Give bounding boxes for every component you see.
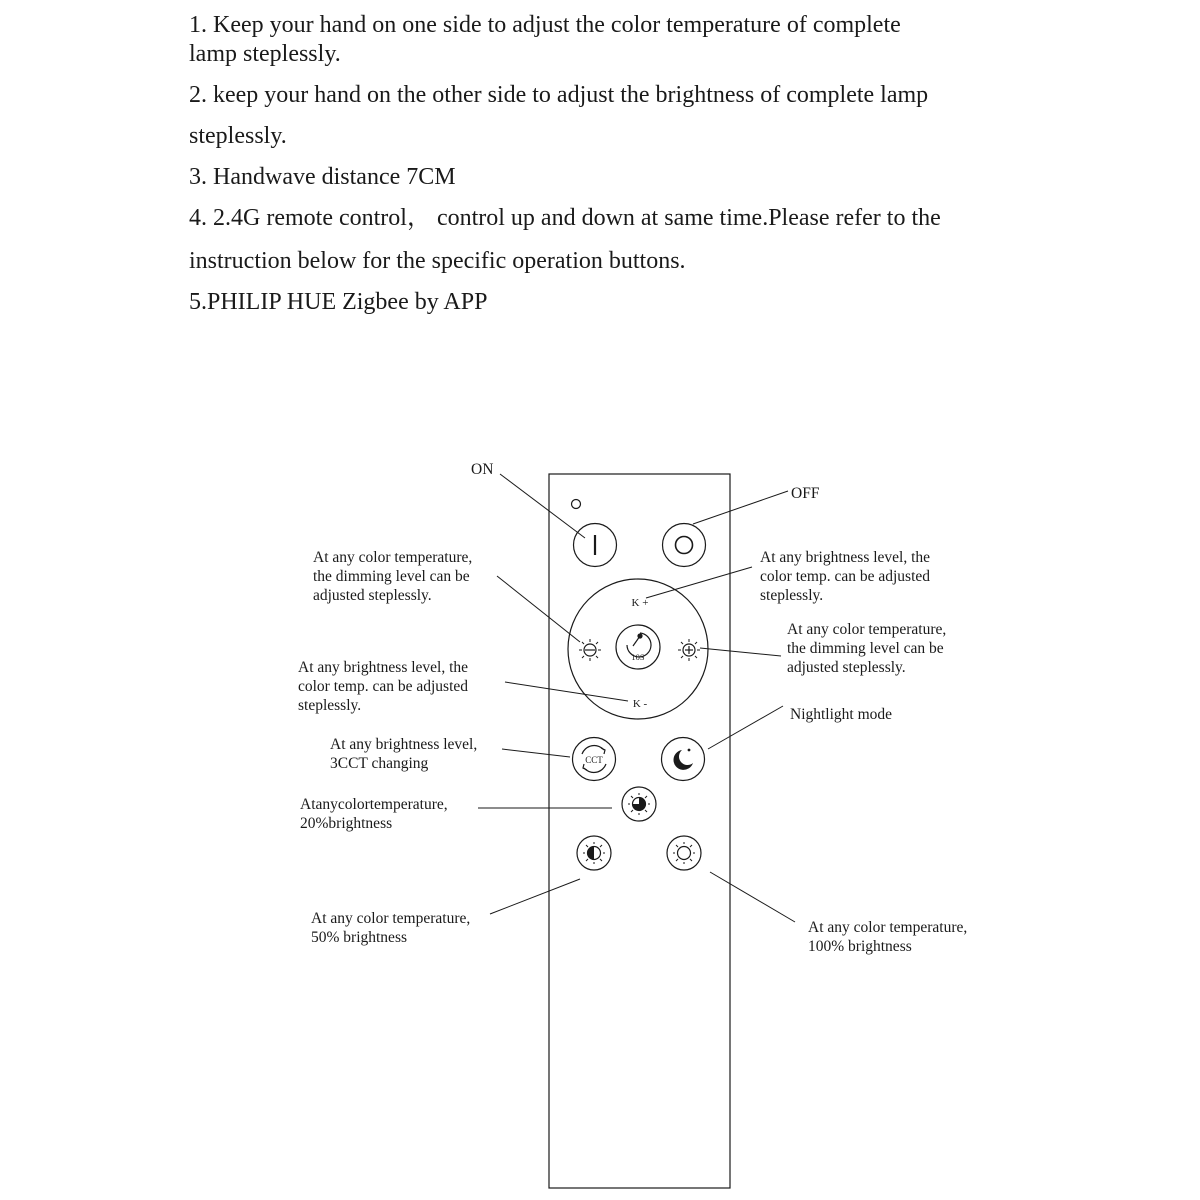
k-minus-callout: At any brightness level, the color temp. can be adjusted steplessly. [298,659,469,714]
leader-dim-plus [700,648,781,656]
on-callout: ON [471,461,494,478]
cct-callout: At any brightness level, 3CCT changing [330,736,478,772]
sun-plus-icon [678,639,700,661]
moon-icon [673,750,693,770]
sun-full-icon [673,842,695,864]
leader-k-plus [646,567,752,598]
leader-brightness-100 [710,872,795,922]
brightness-100-callout: At any color temperature, 100% brightness [808,919,968,955]
sun-quarter-icon [628,793,650,815]
instruction-line-4b: instruction below for the specific operation buttons. [189,248,686,274]
sun-half-icon [583,842,605,864]
nightlight-callout: Nightlight mode [790,706,893,723]
brightness-20-callout: Atanycolortemperature, 20%brightness [300,796,448,832]
nightlight-button[interactable] [662,738,705,781]
off-callout: OFF [791,485,820,502]
instruction-line-4: 4. 2.4G remote control， control up and down at same time.Please refer to the [189,205,941,231]
leader-cct [502,749,570,757]
k-plus-callout: At any brightness level, the color temp. can be adjusted steplessly. [760,549,931,604]
k-minus-button[interactable]: K - [632,698,648,710]
instruction-line-2b: steplessly. [189,123,287,149]
leader-k-minus [505,682,628,701]
leader-brightness-50 [490,879,580,914]
dim-plus-callout: At any color temperature, the dimming level can be adjusted steplessly. [787,621,947,676]
instruction-line-2: 2. keep your hand on the other side to adjust the brightness of complete lamp [189,82,929,108]
brightness-50-button[interactable] [577,836,611,870]
dim-plus-button[interactable] [678,639,700,661]
leader-dim-minus [497,576,580,642]
cct-label: CCT [585,755,603,765]
leader-off [693,491,788,524]
timer-label: 10S [631,652,645,662]
dim-minus-button[interactable] [579,639,601,661]
on-button[interactable] [574,524,617,567]
brightness-20-button[interactable] [622,787,656,821]
instruction-line-1b: lamp steplessly. [189,41,341,67]
indicator-led [572,500,581,509]
sun-minus-icon [579,639,601,661]
leader-nightlight [708,706,783,749]
instruction-line-3: 3. Handwave distance 7CM [189,164,456,190]
instruction-line-1: 1. Keep your hand on one side to adjust the color temperature of complete [189,12,901,38]
brightness-50-callout: At any color temperature, 50% brightness [311,910,471,946]
k-plus-button[interactable]: K + [631,597,649,609]
cct-button[interactable] [573,738,616,781]
dim-minus-callout: At any color temperature, the dimming level can be adjusted steplessly. [313,549,473,604]
power-off-icon [676,537,693,554]
star-icon [688,749,691,752]
brightness-100-button[interactable] [667,836,701,870]
timer-button[interactable] [616,625,660,669]
instruction-line-5: 5.PHILIP HUE Zigbee by APP [189,289,488,315]
off-button[interactable] [663,524,706,567]
